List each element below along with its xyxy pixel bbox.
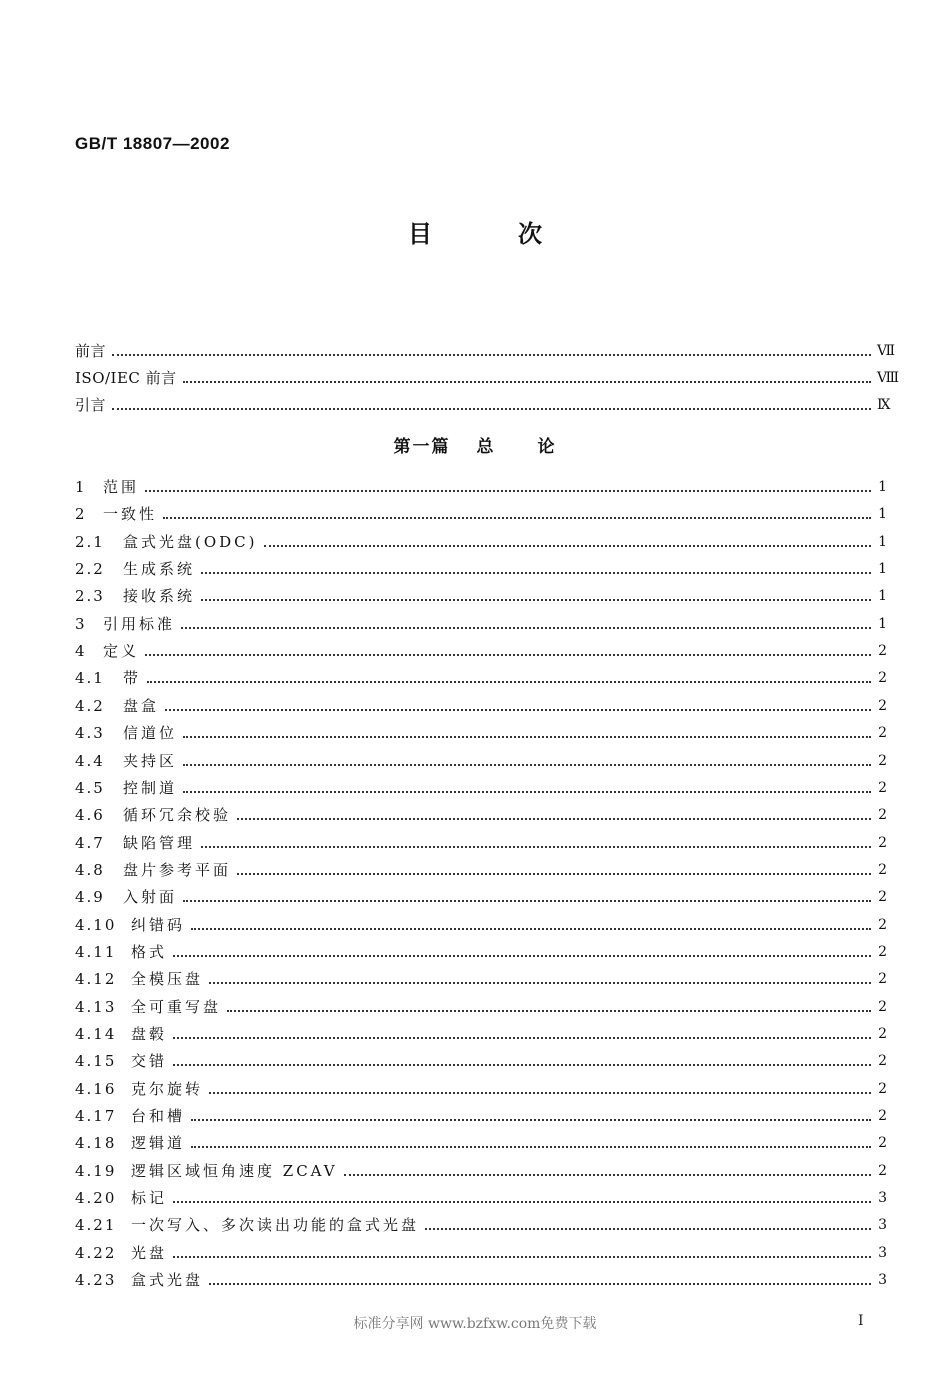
footer-watermark: 标准分享网 www.bzfxw.com免费下载	[353, 1316, 597, 1332]
toc-entry-page: 2	[878, 780, 887, 796]
dot-leader	[173, 1256, 871, 1258]
toc-entry-label: 逻辑区域恒角速度 ZCAV	[131, 1162, 338, 1180]
toc-entry-label: 光盘	[131, 1244, 168, 1262]
dot-leader	[145, 654, 871, 656]
toc-entry-number: 3	[75, 615, 87, 633]
toc-entry-page: 2	[878, 1163, 887, 1179]
toc-entry[interactable]	[75, 1240, 887, 1262]
toc-entry-label: 入射面	[123, 888, 178, 906]
dot-leader	[209, 1283, 871, 1285]
dot-leader	[173, 1201, 871, 1203]
toc-entry-page: 1	[878, 506, 887, 522]
dot-leader	[201, 599, 871, 601]
toc-entry-page: 2	[878, 725, 887, 741]
toc-entry[interactable]	[75, 1158, 887, 1180]
dot-leader	[183, 791, 871, 793]
toc-entry-label: 循环冗余校验	[123, 806, 232, 824]
toc-entry-page: 3	[878, 1245, 887, 1261]
toc-entry-label: 格式	[131, 943, 168, 961]
toc-entry[interactable]	[75, 1103, 887, 1125]
toc-entry[interactable]	[75, 529, 887, 551]
dot-leader	[191, 1119, 871, 1121]
toc-entry-page: 2	[878, 835, 887, 851]
toc-entry-label: 克尔旋转	[131, 1080, 204, 1098]
toc-entry-number: 4.23	[75, 1271, 117, 1289]
toc-entry-number: 4.2	[75, 697, 105, 715]
toc-entry-label: 交错	[131, 1052, 168, 1070]
dot-leader	[181, 627, 871, 629]
toc-entry[interactable]	[75, 1076, 887, 1098]
dot-leader	[201, 846, 871, 848]
toc-entry-page: Ⅷ	[877, 370, 900, 386]
dot-leader	[147, 681, 871, 683]
toc-entry-label: 盘片参考平面	[123, 861, 232, 879]
toc-entry-page: 2	[878, 643, 887, 659]
toc-entry-page: 2	[878, 917, 887, 933]
toc-entry[interactable]	[75, 939, 887, 961]
toc-entry-number: 2.1	[75, 533, 105, 551]
toc-entry-page: 2	[878, 698, 887, 714]
toc-entry[interactable]	[75, 748, 887, 770]
toc-entry-label: 逻辑道	[131, 1134, 186, 1152]
toc-entry-number: 2.3	[75, 587, 105, 605]
toc-entry-number: 4.8	[75, 861, 105, 879]
toc-entry[interactable]	[75, 1185, 887, 1207]
toc-entry-label: 全可重写盘	[131, 998, 222, 1016]
section-heading-part-2: 总	[476, 437, 496, 457]
toc-entry-number: 2.2	[75, 560, 105, 578]
toc-entry-label: 夹持区	[123, 752, 178, 770]
toc-entry-label: 盒式光盘(ODC)	[123, 533, 258, 551]
toc-entry-label: 台和槽	[131, 1107, 186, 1125]
front-matter-row[interactable]	[75, 392, 891, 414]
dot-leader	[425, 1228, 871, 1230]
dot-leader	[237, 873, 871, 875]
toc-entry-page: Ⅸ	[877, 397, 891, 413]
dot-leader	[173, 955, 871, 957]
toc-entry-page: 2	[878, 862, 887, 878]
toc-entry-label: 信道位	[123, 724, 178, 742]
section-heading-part-3: 论	[537, 437, 557, 457]
toc-entry-number: 4.9	[75, 888, 105, 906]
toc-entry-page: 1	[878, 534, 887, 550]
toc-entry-label: 接收系统	[123, 587, 196, 605]
toc-entry-label: 引言	[75, 396, 107, 414]
dot-leader	[264, 545, 871, 547]
toc-entry-page: Ⅶ	[877, 343, 896, 359]
toc-entry-page: 1	[878, 479, 887, 495]
toc-entry-label: 纠错码	[131, 916, 186, 934]
toc-entry-page: 2	[878, 971, 887, 987]
toc-entry-number: 4.15	[75, 1052, 117, 1070]
dot-leader	[165, 709, 871, 711]
toc-entry[interactable]	[75, 474, 887, 496]
toc-entry-label: 全模压盘	[131, 970, 204, 988]
toc-entry-page: 2	[878, 1081, 887, 1097]
toc-entry-label: 带	[123, 669, 142, 687]
toc-entry[interactable]	[75, 966, 887, 988]
page-title	[0, 214, 950, 249]
dot-leader	[112, 354, 871, 356]
toc-entry-label: 一次写入、多次读出功能的盒式光盘	[131, 1216, 420, 1234]
toc-entry-page: 2	[878, 1135, 887, 1151]
dot-leader	[344, 1174, 871, 1176]
dot-leader	[173, 1064, 871, 1066]
toc-entry-page: 3	[878, 1217, 887, 1233]
toc-entry-label: 标记	[131, 1189, 168, 1207]
toc-entry-label: 范围	[103, 478, 140, 496]
toc-entry[interactable]	[75, 501, 887, 523]
toc-entry[interactable]	[75, 1048, 887, 1070]
toc-entry-number: 4.10	[75, 916, 117, 934]
toc-entry-label: ISO/IEC 前言	[75, 369, 177, 387]
dot-leader	[183, 736, 871, 738]
dot-leader	[183, 900, 871, 902]
toc-entry-number: 4.22	[75, 1244, 117, 1262]
dot-leader	[209, 982, 871, 984]
front-matter-row[interactable]	[75, 365, 900, 387]
toc-entry[interactable]	[75, 1130, 887, 1152]
toc-entry[interactable]	[75, 1021, 887, 1043]
toc-entry[interactable]	[75, 857, 887, 879]
toc-entry[interactable]	[75, 912, 887, 934]
toc-entry-number: 4.13	[75, 998, 117, 1016]
toc-entry-number: 4.12	[75, 970, 117, 988]
section-heading	[0, 432, 950, 457]
toc-entry-label: 盘盒	[123, 697, 160, 715]
toc-entry[interactable]	[75, 611, 887, 633]
toc-entry-page: 1	[878, 588, 887, 604]
toc-entry[interactable]	[75, 638, 887, 660]
toc-entry-number: 4.4	[75, 752, 105, 770]
toc-entry-page: 2	[878, 999, 887, 1015]
toc-entry-label: 定义	[103, 642, 140, 660]
toc-entry-number: 4.20	[75, 1189, 117, 1207]
toc-entry[interactable]	[75, 884, 887, 906]
dot-leader	[227, 1010, 871, 1012]
toc-entry-label: 一致性	[103, 505, 158, 523]
toc-entry[interactable]	[75, 583, 887, 605]
toc-entry-number: 4.7	[75, 834, 105, 852]
toc-entry-number: 4.21	[75, 1216, 117, 1234]
toc-entry[interactable]	[75, 802, 887, 824]
toc-entry-page: 2	[878, 889, 887, 905]
toc-entry-page: 3	[878, 1272, 887, 1288]
dot-leader	[112, 408, 871, 410]
toc-entry-number: 4.1	[75, 669, 105, 687]
standard-number: GB/T 18807—2002	[75, 134, 230, 153]
toc-entry-number: 4.3	[75, 724, 105, 742]
toc-entry-page: 2	[878, 753, 887, 769]
dot-leader	[145, 490, 871, 492]
toc-entry-page: 3	[878, 1190, 887, 1206]
dot-leader	[191, 1146, 871, 1148]
toc-entry-page: 2	[878, 944, 887, 960]
toc-entry[interactable]	[75, 720, 887, 742]
dot-leader	[163, 517, 871, 519]
toc-entry[interactable]	[75, 1212, 887, 1234]
toc-entry-number: 4.5	[75, 779, 105, 797]
page-number: I	[858, 1313, 864, 1329]
toc-entry-page: 2	[878, 1108, 887, 1124]
toc-entry[interactable]	[75, 1267, 887, 1289]
toc-entry-label: 盒式光盘	[131, 1271, 204, 1289]
toc-entry-label: 缺陷管理	[123, 834, 196, 852]
title-part-2: 次	[518, 220, 542, 248]
dot-leader	[173, 1037, 871, 1039]
toc-entry-number: 1	[75, 478, 87, 496]
toc-entry[interactable]	[75, 994, 887, 1016]
toc-entry-page: 1	[878, 616, 887, 632]
toc-entry-number: 4.16	[75, 1080, 117, 1098]
dot-leader	[209, 1092, 871, 1094]
toc-entry-page: 1	[878, 561, 887, 577]
toc-entry-label: 盘毂	[131, 1025, 168, 1043]
toc-entry-label: 前言	[75, 342, 107, 360]
toc-entry-page: 2	[878, 1053, 887, 1069]
toc-entry-number: 4.11	[75, 943, 117, 961]
toc-entry[interactable]	[75, 830, 887, 852]
toc-entry-number: 4.6	[75, 806, 105, 824]
toc-entry[interactable]	[75, 775, 887, 797]
toc-entry-number: 4.14	[75, 1025, 117, 1043]
toc-entry[interactable]	[75, 693, 887, 715]
toc-entry-page: 2	[878, 1026, 887, 1042]
dot-leader	[191, 928, 871, 930]
toc-entry-number: 2	[75, 505, 87, 523]
toc-entry-number: 4	[75, 642, 87, 660]
dot-leader	[183, 381, 871, 383]
section-heading-part-1: 第一篇	[393, 437, 451, 457]
toc-entry-label: 控制道	[123, 779, 178, 797]
toc-entry-label: 生成系统	[123, 560, 196, 578]
dot-leader	[201, 572, 871, 574]
toc-entry-number: 4.19	[75, 1162, 117, 1180]
title-part-1: 目	[408, 220, 432, 248]
front-matter-row[interactable]	[75, 338, 896, 360]
toc-entry-number: 4.18	[75, 1134, 117, 1152]
toc-entry-page: 2	[878, 807, 887, 823]
toc-entry-label: 引用标准	[103, 615, 176, 633]
toc-entry-page: 2	[878, 670, 887, 686]
dot-leader	[183, 764, 871, 766]
toc-entry[interactable]	[75, 665, 887, 687]
dot-leader	[237, 818, 871, 820]
toc-entry-number: 4.17	[75, 1107, 117, 1125]
toc-entry[interactable]	[75, 556, 887, 578]
